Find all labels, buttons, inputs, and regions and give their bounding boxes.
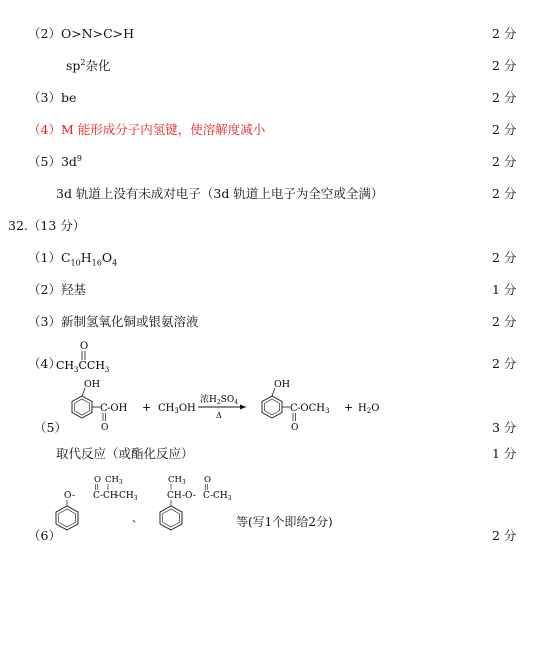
item-label: （5）: [28, 154, 61, 169]
benzene-ring-inner: [75, 399, 90, 415]
superscript: 9: [76, 153, 83, 163]
answer-text: M 能形成分子内氢键，使溶解度减小: [60, 122, 266, 137]
score: 3 分: [492, 420, 517, 435]
benzene-ring-inner: [265, 399, 280, 415]
score: 2 分: [492, 250, 517, 265]
q32-item-5-label: （5）: [34, 420, 67, 435]
ester-carbon: C: [93, 491, 100, 501]
answer-line-3: [28, 90, 76, 106]
answer-line-4: [28, 122, 265, 138]
answer-text: 羟基: [60, 282, 86, 297]
carbonyl-oxygen: O: [204, 475, 211, 485]
q32-item-3: [28, 314, 198, 330]
carbonyl-oxygen: O: [80, 341, 89, 352]
acetone-formula: $CH_3CCH_3$: [56, 359, 110, 374]
question-32-heading: 32.（13 分）: [8, 218, 86, 233]
methanol: $CH_3OH$: [158, 403, 196, 415]
score: 2 分: [492, 90, 517, 105]
carboxyl-oh: -OH: [107, 403, 128, 414]
answer-text: 新制氢氧化铜或银氨溶液: [60, 314, 199, 329]
hydroxyl-label: OH: [274, 379, 291, 390]
acetone-structure: [56, 338, 116, 374]
carboxyl-c: C: [100, 403, 108, 414]
methine: -CH: [100, 491, 118, 501]
score: 2 分: [492, 314, 517, 329]
answer-text: O>N>C>H: [60, 26, 135, 41]
methyl-top: $CH_3$: [168, 475, 186, 486]
ester-oxygen: -O-: [182, 491, 196, 501]
esterification-reaction: [40, 374, 400, 432]
answer-line-hybridization: [66, 58, 111, 74]
score: 2 分: [492, 186, 517, 201]
formula-part: O: [101, 250, 113, 265]
ester-c: C: [290, 403, 298, 414]
carbonyl-oxygen: O: [101, 423, 109, 432]
item-label: （4）: [28, 122, 61, 137]
score: 2 分: [492, 356, 517, 371]
benzene-ring-inner: [163, 509, 180, 527]
item-label: （3）: [28, 314, 61, 329]
reaction-type: 取代反应（或酯化反应）: [56, 446, 194, 461]
methyl-top: $CH_3$: [105, 475, 123, 486]
score: 1 分: [492, 282, 517, 297]
q32-item-1: [28, 250, 117, 266]
score: 1 分: [492, 446, 517, 461]
catalyst-label: 浓$H_2SO_4$: [200, 395, 239, 406]
item-label: （3）: [28, 90, 61, 105]
ester-group: $-OCH_3$: [297, 403, 330, 415]
bond-dash: -: [72, 491, 76, 501]
q32-item-6-label: （6）: [28, 528, 61, 543]
benzene-ring: [160, 506, 182, 530]
arrow-head: [240, 405, 246, 410]
methine: CH: [167, 491, 182, 501]
subscript: 4: [112, 258, 118, 268]
plus-sign: +: [344, 401, 354, 414]
answer-line-3d-orbital: [56, 186, 383, 202]
score: 2 分: [492, 154, 517, 169]
formula-part: C: [60, 250, 71, 265]
formula-part: H: [80, 250, 92, 265]
item-label: （2）: [28, 282, 61, 297]
item-label: （2）: [28, 26, 61, 41]
answer-line-5: [28, 154, 82, 170]
carbonyl-oxygen: O: [94, 475, 101, 485]
water: $H_2O$: [358, 403, 380, 415]
subscript: 10: [70, 258, 81, 268]
benzene-ring: [56, 506, 78, 530]
benzene-ring-inner: [59, 509, 76, 527]
methyl-right: $-CH_3$: [116, 491, 138, 502]
score: 2 分: [492, 528, 517, 543]
subscript: 16: [91, 258, 102, 268]
ester-oxygen: O: [64, 491, 72, 501]
q32-item-2: [28, 282, 86, 298]
answer-line-2: [28, 26, 134, 42]
score: 2 分: [492, 58, 517, 73]
plus-sign: +: [142, 401, 152, 414]
ester-carbon: C: [203, 491, 210, 501]
separator: 、: [132, 514, 142, 525]
answer-text: 3d: [60, 154, 77, 169]
score: 2 分: [492, 122, 517, 137]
answer-text: sp: [66, 58, 81, 73]
heat-symbol: Δ: [216, 411, 222, 420]
answer-text: 3d 轨道上没有未成对电子（3d 轨道上电子为全空或全满）: [56, 186, 384, 201]
isomer-note: 等(写1个即给2分): [236, 515, 333, 529]
methyl-end: $-CH_3$: [210, 491, 232, 502]
answer-text-suffix: 杂化: [85, 58, 111, 73]
hydroxyl-label: OH: [84, 379, 101, 390]
q32-item-4-label: （4）: [28, 356, 61, 371]
carbonyl-oxygen: O: [291, 423, 299, 432]
answer-text: be: [60, 90, 77, 105]
score: 2 分: [492, 26, 517, 41]
superscript: 2: [80, 57, 86, 67]
item-label: （1）: [28, 250, 61, 265]
